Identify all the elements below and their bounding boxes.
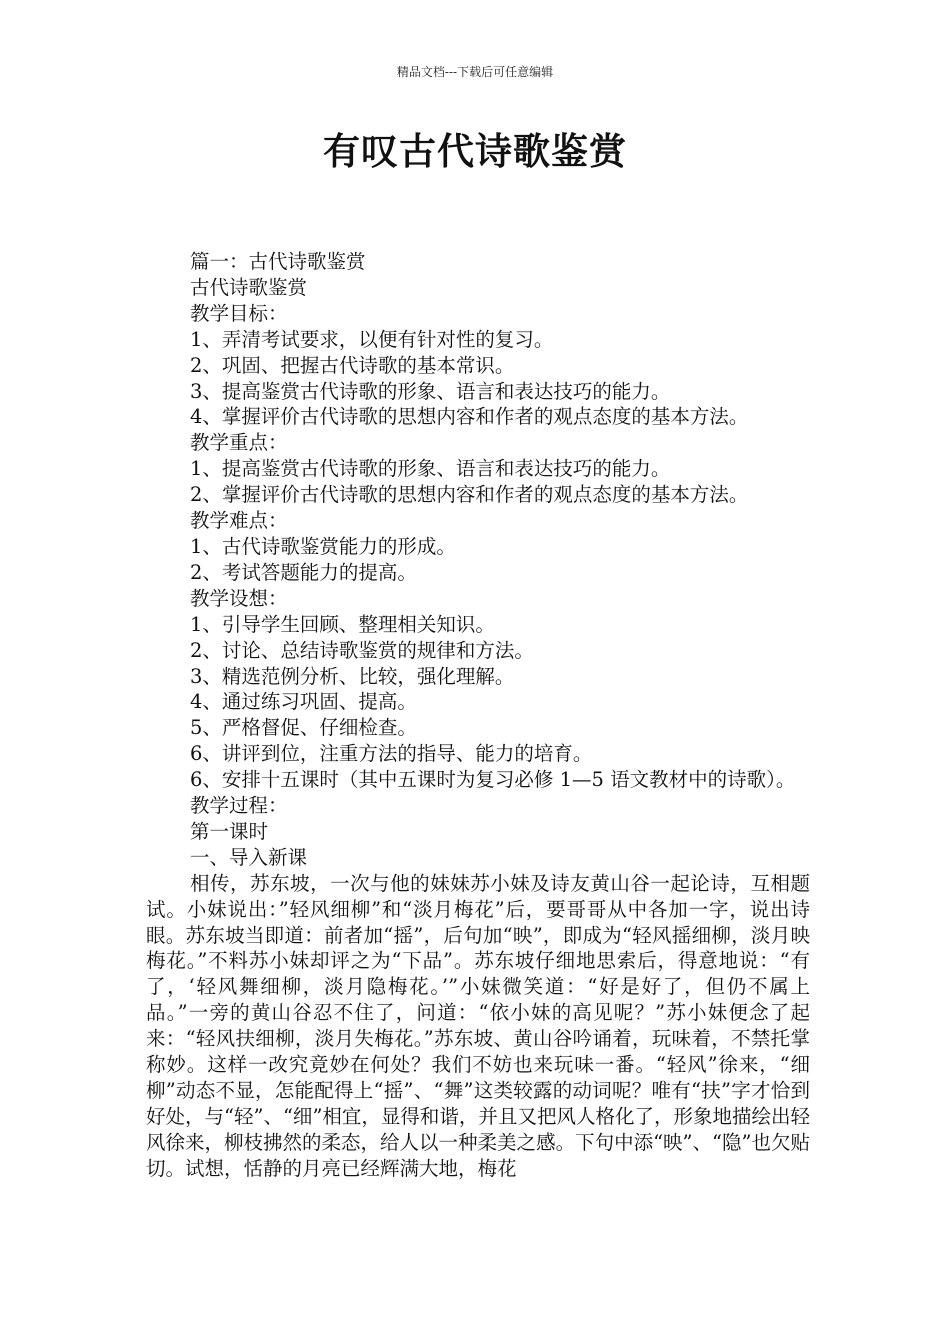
difficulty-item: 2、考试答题能力的提高。 [190, 560, 417, 584]
intro-heading: 一、导入新课 [190, 845, 308, 869]
difficulties-heading: 教学难点： [190, 509, 288, 533]
key-point-item: 1、提高鉴赏古代诗歌的形象、语言和表达技巧的能力。 [190, 457, 671, 481]
plan-heading: 教学设想： [190, 586, 288, 610]
key-points-heading: 教学重点： [190, 431, 288, 455]
process-heading: 教学过程： [190, 794, 288, 818]
objective-item: 4、掌握评价古代诗歌的思想内容和作者的观点态度的基本方法。 [190, 405, 749, 429]
lesson-heading: 第一课时 [190, 819, 269, 843]
plan-item: 4、通过练习巩固、提高。 [190, 690, 417, 714]
plan-item: 3、精选范例分析、比较，强化理解。 [190, 664, 515, 688]
objective-item: 1、弄清考试要求，以便有针对性的复习。 [190, 327, 554, 351]
difficulty-item: 1、古代诗歌鉴赏能力的形成。 [190, 534, 456, 558]
objectives-heading: 教学目标： [190, 301, 288, 325]
objective-item: 2、巩固、把握古代诗歌的基本常识。 [190, 353, 515, 377]
key-point-item: 2、掌握评价古代诗歌的思想内容和作者的观点态度的基本方法。 [190, 483, 749, 507]
plan-item: 5、严格督促、仔细检查。 [190, 716, 417, 740]
section-heading: 篇一：古代诗歌鉴赏 [190, 250, 366, 273]
story-paragraph: 相传，苏东坡，一次与他的妹妹苏小妹及诗友黄山谷一起论诗，互相题试。小妹说出：”轻风细柳”和“淡月梅花”后，要哥哥从中各加一字，说出诗眼。苏东坡当即道：前者加“摇”，后句加“映”，即成为“轻风摇细柳，淡月映梅花。”不料苏小妹却评之为“下品”。苏东坡仔细地思索后，得意地说：“有了，‘轻风舞细柳，淡月隐梅花。’”小妹微笑道：“好是好了，但仍不属上品。”一旁的黄山谷忍不住了，问道：“依小妹的高见呢？”苏小妹便念了起来：“轻风扶细柳，淡月失梅花。”苏东坡、黄山谷吟诵着，玩味着，不禁托掌称妙。这样一改究竟妙在何处？我们不妨也来玩味一番。“轻风”徐来，“细柳”动态不显，怎能配得上“摇”、“舞”这类较露的动词呢？唯有“扶”字才恰到好处，与“轻”、“细”相宜，显得和谐，并且又把风人格化了，形象地描绘出轻风徐来，柳枝拂然的柔态，给人以一种柔美之感。下句中添“映”、“隐”也欠贴切。试想，恬静的月亮已经辉满大地，梅花 [146, 871, 810, 1180]
plan-item: 6、讲评到位，注重方法的指导、能力的培育。 [190, 742, 593, 766]
objective-item: 3、提高鉴赏古代诗歌的形象、语言和表达技巧的能力。 [190, 379, 671, 403]
page-header: 精品文档---下载后可任意编辑 [396, 65, 554, 79]
document-title: 有叹古代诗歌鉴赏 [323, 130, 627, 173]
document-body [146, 249, 810, 1182]
plan-item: 2、讨论、总结诗歌鉴赏的规律和方法。 [190, 638, 534, 662]
subtitle-line: 古代诗歌鉴赏 [190, 275, 308, 299]
plan-item: 1、引导学生回顾、整理相关知识。 [190, 612, 495, 636]
schedule-paragraph: 6、安排十五课时（其中五课时为复习必修 1—5 语文教材中的诗歌）。 [190, 768, 796, 792]
